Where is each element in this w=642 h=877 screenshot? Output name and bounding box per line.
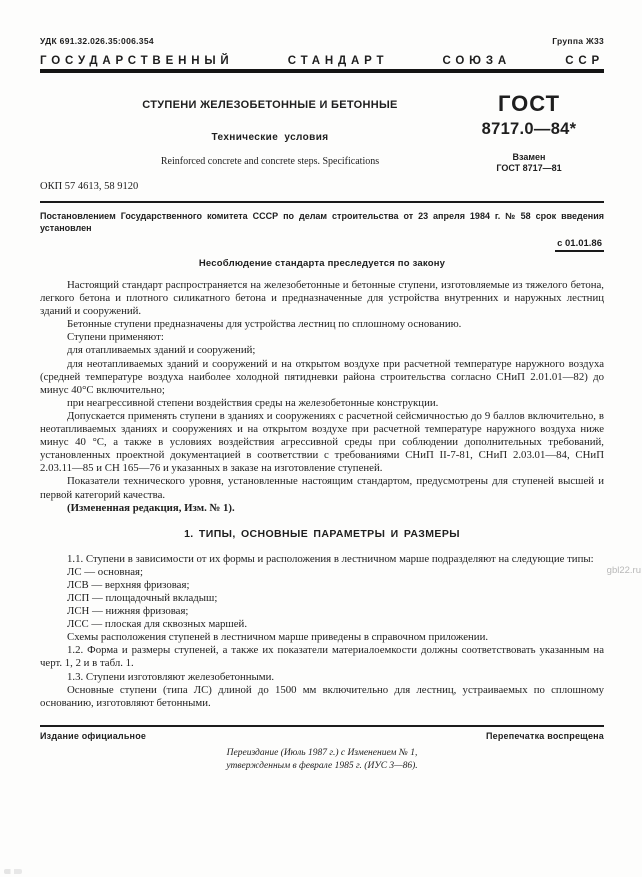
type-list-item: ЛСП — площадочный вкладыш;	[67, 591, 218, 604]
effective-date-row	[40, 238, 604, 249]
document-subtitle: Технические условия	[211, 132, 329, 143]
section1-paragraph: Основные ступени (типа ЛС) длиной до 1500 мм включительно для лестниц, устраиваемых по сплошному основанию, изготовляют бетонными.	[40, 683, 604, 709]
intro-paragraph: Настоящий стандарт распространяется на железобетонные и бетонные ступени, изготовляемые из тяжелого бетона, легкого бетона и плотного силикатного бетона и предназначенные для устройства внутренних и наружных лестниц зданий и сооружений.	[40, 279, 604, 318]
gost-designation-block	[454, 93, 604, 173]
title-block	[40, 93, 604, 173]
type-list-item: ЛСС — плоская для сквозных маршей.	[67, 618, 248, 631]
effective-date: с 01.01.86	[555, 238, 604, 252]
section1-paragraph: Схемы расположения ступеней в лестничном марше приведены в справочном приложении.	[67, 631, 489, 644]
section1-body	[40, 553, 604, 710]
section1-paragraph: 1.2. Форма и размеры ступеней, а также их показатели материалоемкости должны соответствовать указанным на черт. 1, 2 и в табл. 1.	[40, 644, 604, 670]
intro-paragraph: Показатели технического уровня, установленные настоящим стандартом, предусмотрены для ступеней высшей и первой категорий качества.	[40, 475, 604, 501]
amendment-note: (Измененная редакция, Изм. № 1).	[67, 501, 235, 514]
document-title: СТУПЕНИ ЖЕЛЕЗОБЕТОННЫЕ И БЕТОННЫЕ	[142, 99, 398, 111]
type-list-item: ЛСВ — верхняя фризовая;	[67, 578, 190, 591]
intro-paragraph: Ступени применяют:	[67, 331, 164, 344]
scan-smudge	[4, 869, 22, 874]
classification-row	[40, 36, 604, 46]
banner-word: СТАНДАРТ	[287, 55, 389, 67]
header-rule	[40, 69, 604, 73]
type-list-item: ЛСН — нижняя фризовая;	[67, 605, 189, 618]
intro-section	[40, 279, 604, 515]
reissue-note	[40, 747, 604, 773]
reissue-line: утвержденным в феврале 1985 г. (ИУС 3—86).	[226, 760, 418, 771]
group-code: Группа Ж33	[552, 36, 604, 46]
mid-rule	[40, 201, 604, 203]
gost-label: ГОСТ	[497, 91, 561, 116]
no-reprint-label: Перепечатка воспрещена	[485, 730, 604, 741]
udk-code: УДК 691.32.026.35:006.354	[40, 36, 154, 46]
section1-paragraph: 1.3. Ступени изготовляют железобетонными.	[67, 670, 275, 683]
intro-paragraph: Допускается применять ступени в зданиях и сооружениях с расчетной сейсмичностью до 9 баллов включительно, в неотапливаемых зданиях и сооружениях и на открытом воздухе при расчетной температуре наружного воздуха ниже минус 40 °С, а также в условиях воздействия агрессивной среды при соблюдении дополнительных требований, установленных проектной документацией в соответствии с требованиями СНиП II-7-81, СНиП 2.03.01—84, СНиП 2.03.11—85 и СН 165—76 и указанных в заказе на изготовление ступеней.	[40, 409, 604, 475]
decree-paragraph: Постановлением Государственного комитета СССР по делам строительства от 23 апреля 1984 г. № 58 срок введения установлен	[40, 211, 604, 233]
banner-word: ГОСУДАРСТВЕННЫЙ	[40, 55, 234, 67]
intro-paragraph: Бетонные ступени предназначены для устройства лестниц по сплошному основанию.	[67, 318, 462, 331]
state-standard-banner	[40, 55, 604, 67]
section1-heading: 1. ТИПЫ, ОСНОВНЫЕ ПАРАМЕТРЫ И РАЗМЕРЫ	[184, 527, 460, 540]
footer-row	[40, 731, 604, 741]
document-subtitle-english: Reinforced concrete and concrete steps. Specifications	[160, 156, 380, 167]
site-watermark: gbl22.ru	[606, 565, 641, 576]
banner-word: ССР	[565, 55, 604, 67]
footer-rule	[40, 725, 604, 727]
replaces-value: ГОСТ 8717—81	[496, 163, 562, 173]
intro-paragraph: для неотапливаемых зданий и сооружений и на открытом воздухе при расчетной температуре наружного воздуха (средней температуре воздуха наиболее холодной пятидневки района строительства согласно СНиП 2.01.01—82) до минус 40°С включительно;	[40, 357, 604, 396]
replaces-label: Взамен	[512, 152, 546, 162]
gost-number: 8717.0—84*	[481, 120, 577, 138]
title-left-column	[40, 93, 454, 173]
okp-codes: ОКП 57 4613, 58 9120	[40, 181, 139, 192]
official-edition-label: Издание официальное	[40, 730, 147, 741]
type-list-item: ЛС — основная;	[67, 565, 143, 578]
law-notice: Несоблюдение стандарта преследуется по закону	[198, 258, 446, 269]
intro-paragraph: при неагрессивной степени воздействия среды на железобетонные конструкции.	[67, 396, 439, 409]
intro-paragraph: для отапливаемых зданий и сооружений;	[67, 344, 256, 357]
banner-word: СОЮЗА	[442, 55, 512, 67]
section1-paragraph: 1.1. Ступени в зависимости от их формы и расположения в лестничном марше подразделяют на следующие типы:	[67, 552, 594, 565]
reissue-line: Переиздание (Июль 1987 г.) с Изменением № 1,	[226, 747, 418, 758]
